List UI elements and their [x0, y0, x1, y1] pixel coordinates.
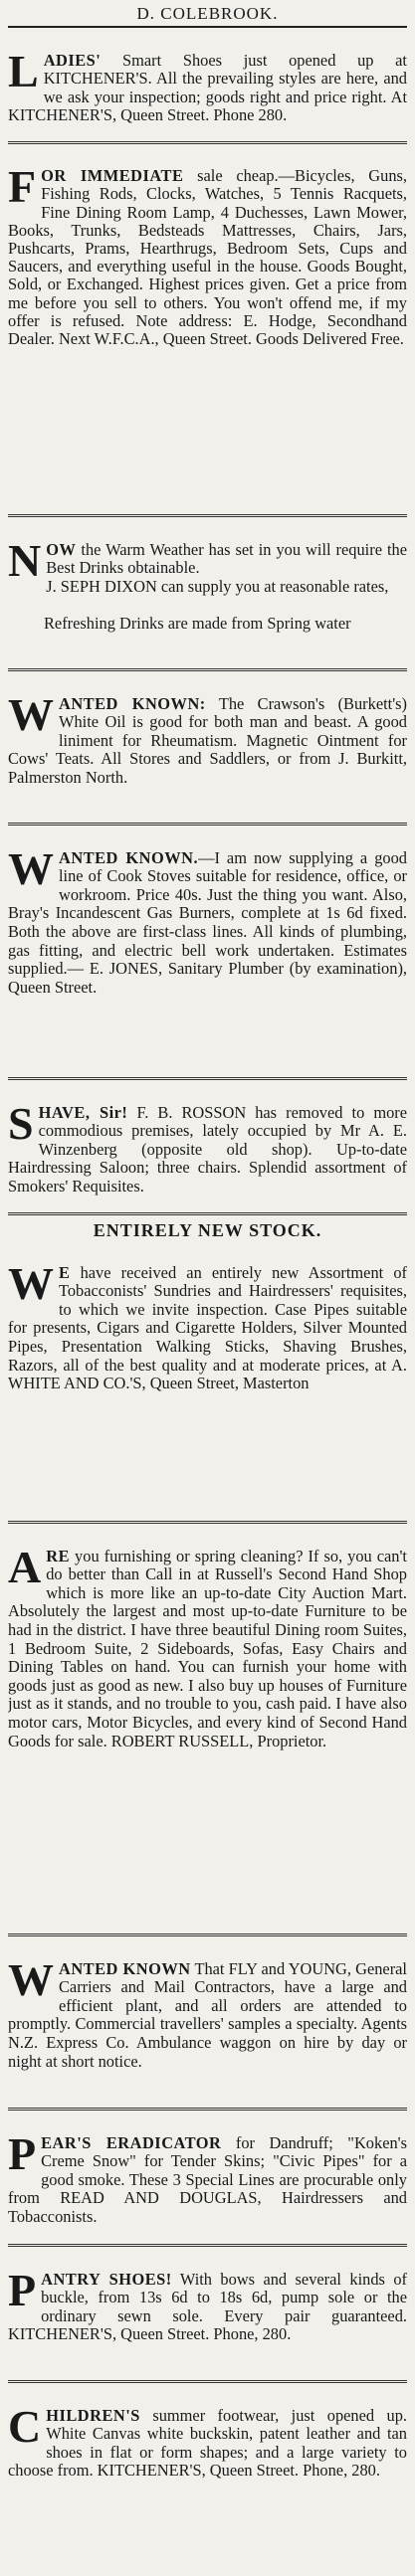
ad-text: Smart Shoes just opened up at KITCHENER'S. All the prevailing styles are here, and we ask your inspection; goods right and price right. At KITCHENER'S, Queen Street. Phone 280. — [8, 50, 407, 125]
ad-secondhand-dealer — [8, 144, 407, 517]
ad-hairdressing-saloon — [8, 1080, 407, 1215]
ad-lead: E — [59, 1262, 71, 1282]
ad-ladies-shoes — [8, 28, 407, 144]
ad-lead: HAVE, Sir! — [38, 1102, 128, 1122]
ad-lead: EAR'S ERADICATOR — [41, 2132, 222, 2152]
ad-russell-furniture — [8, 1524, 407, 1936]
ad-dealer-line: J. SEPH DIXON can supply you at reasonable rates, — [46, 576, 389, 596]
ad-text: sale cheap.—Bicycles, Guns, Fishing Rods, Clocks, Watches, 5 Tennis Racquets, Fine Dining Room Lamp, 4 Duchesses, Lawn Mower, Books, Trunks, Bedsteads Mattresses, Chairs, Jars, Pushcarts, Prams, Hearthrugs, Bedroom Sets, Cups and Saucers, and everything useful in the house. Goods Bought, Sold, or Exchanged. Highest prices given. Get a price from me before you sell to others. You won't offend me, if my offer is refused. Note address: E. Hodge, Secondhand Dealer. Next W.F.C.A., Queen Street. Goods Delivered Free. — [8, 166, 407, 349]
ad-heading: ENTIRELY NEW STOCK. — [93, 1220, 322, 1240]
ad-text: you furnishing or spring cleaning? If so, you can't do better than Call in at Russell's Second Hand Shop which is more like an up-to-date City Auction Mart. Absolutely the largest and most up-to-date Furniture to be had in the district. I have three beautiful Dining room Suites, 1 Bedroom Suite, 2 Sideboards, Sofas, Easy Chairs and Dining Tables on hand. You can furnish your home with goods just as good as new. I also buy up houses of Furniture just as it stands, and no trouble to you, cash paid. I have also motor cars, Motor Bicycles, and every kind of Second Hand Goods for sale. ROBERT RUSSELL, Proprietor. — [8, 1546, 407, 1750]
dropcap: P — [8, 2264, 37, 2315]
ad-text: F. B. ROSSON has removed to more commodious premises, lately occupied by Mr A. E. Winzenberg (opposite old shop). Up-to-date Hairdressing Saloon; three chairs. Splendid assortment of Smokers' Requisites. — [8, 1102, 407, 1196]
ad-lead: ADIES' — [43, 50, 102, 70]
ad-text: the Warm Weather has set in you will require the Best Drinks obtainable. — [46, 539, 407, 578]
ad-plumber-stoves — [8, 826, 407, 1080]
ad-text: With bows and several kinds of buckle, from 13s 6d to 18s 6d, pump sole or the ordinary sewn sole. Every pair guaranteed. KITCHENER'S, Queen Street. Phone, 280. — [8, 2269, 407, 2344]
ad-text: That FLY and YOUNG, General Carriers and Mail Contractors, have a large and efficient plant, and all orders are attended to promptly. Commercial travellers' samples a specialty. Agents N.Z. Express Co. Ambulance waggon on hire by day or night at short notice. — [8, 1958, 407, 2071]
ad-text: The Crawson's (Burkett's) White Oil is good for both man and beast. A good liniment for Rheumatism. Magnetic Ointment for Cows' Teats. All Stores and Saddlers, or from J. Burkitt, Palmerston North. — [8, 693, 407, 787]
ad-spring-water-drinks — [8, 517, 407, 671]
dropcap: W — [8, 1953, 54, 2005]
dropcap: N — [8, 534, 42, 586]
ad-lead: ANTED KNOWN: — [59, 693, 206, 713]
ad-tobacconists-stock — [8, 1215, 407, 1524]
ad-lead: OR IMMEDIATE — [41, 166, 184, 186]
ad-lead: ANTED KNOWN — [59, 1958, 191, 1978]
ad-text-continued: Refreshing Drinks are made from Spring water — [44, 613, 351, 633]
previous-ad-signature: D. COLEBROOK. — [8, 2, 407, 28]
ad-hairdressers-specials — [8, 2111, 407, 2247]
ad-carriers — [8, 1936, 407, 2111]
dropcap: P — [8, 2127, 37, 2179]
dropcap: S — [8, 1097, 34, 1149]
ad-childrens-footwear — [8, 2383, 407, 2562]
ad-lead: RE — [46, 1546, 71, 1565]
ad-lead: HILDREN'S — [46, 2405, 140, 2425]
ad-lead: ANTRY SHOES! — [41, 2269, 172, 2289]
ad-lead: ANTED KNOWN. — [59, 847, 199, 867]
dropcap: C — [8, 2400, 42, 2452]
ad-text: —I am now supplying a good line of Cook Stoves suitable for residence, office, or workroom. Price 40s. Just the thing you want. Also, Bray's Incandescent Gas Burners, complete at 1s 6d fixed. Both the above are first-class lines. All kinds of plumbing, gas fitting, and electric bell work undertaken. Estimates supplied.— E. JONES, Sanitary Plumber (by examination), Queen Street. — [8, 847, 407, 997]
ad-text: for Dandruff; "Koken's Creme Snow" for Tender Skins; "Civic Pipes" for a good smoke. These 3 Special Lines are procurable only from READ AND DOUGLAS, Hairdressers and Tobacconists. — [8, 2132, 407, 2226]
ad-white-oil — [8, 671, 407, 826]
ad-lead: OW — [46, 539, 77, 559]
dropcap: F — [8, 161, 37, 213]
dropcap: W — [8, 1257, 54, 1309]
dropcap: A — [8, 1541, 42, 1592]
dropcap: W — [8, 842, 54, 894]
ad-text: summer footwear, just opened up. White Canvas white buckskin, patent leather and tan shoes in flat or form shapes; and a large variety to choose from. KITCHENER'S, Queen Street. Phone, 280. — [8, 2405, 407, 2481]
ad-pantry-shoes — [8, 2247, 407, 2383]
dropcap: L — [8, 45, 39, 96]
dropcap: W — [8, 688, 54, 740]
ad-text: have received an entirely new Assortment of Tobacconists' Sundries and Hairdressers' requisites, to which we invite inspection. Case Pipes suitable for presents, Cigars and Cigarette Holders, Silver Mounted Pipes, Presentation Walking Sticks, Shaving Brushes, Razors, all of the best quality and at moderate prices, at A. WHITE AND CO.'S, Queen Street, Masterton — [8, 1262, 407, 1393]
